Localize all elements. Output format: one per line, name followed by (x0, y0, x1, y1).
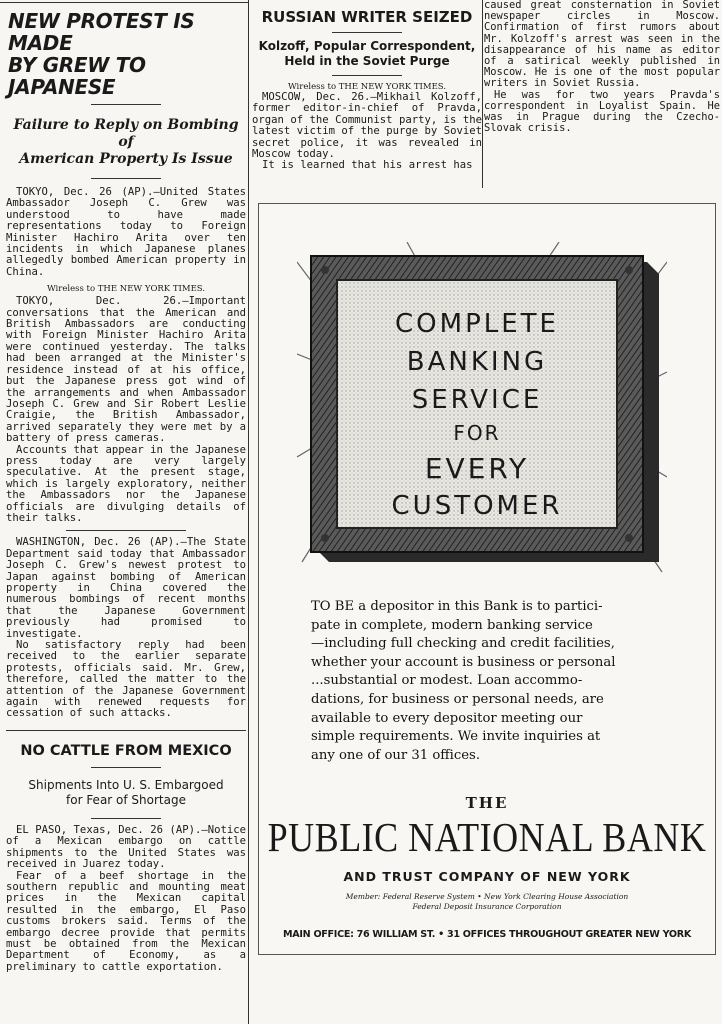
top-rule (0, 2, 248, 3)
article-cattle (6, 743, 246, 973)
bank-advertisement (258, 203, 716, 955)
article-body (484, 0, 720, 134)
article-body (252, 92, 482, 172)
ad-copy-line: TO BE a depositor in this Bank is to partici- (311, 599, 603, 614)
sign-illustration (297, 242, 667, 577)
bank-membership (259, 892, 715, 912)
headline-line: NEW PROTEST IS MADE (8, 9, 195, 55)
divider (91, 818, 161, 819)
sign-line: CUSTOMER (391, 491, 563, 521)
paragraph: Accounts that appear in the Japanese press today are very largely speculative. At the present stage, which is largely exploratory, neither the Ambassadors nor the Japanese officials are divulging details of their talks. (6, 443, 246, 524)
paragraph: No satisfactory reply had been received to the earlier separate protests, officials said. Mr. Grew, therefore, called the matter to the attention of the Japanese Government again with renewed requests for cessation of such attacks. (6, 639, 246, 720)
sign-line: EVERY (424, 452, 530, 485)
ad-copy-line: —including full checking and credit facilities, (311, 636, 615, 652)
divider (91, 104, 161, 105)
paragraph: It is learned that his arrest has (262, 159, 473, 172)
ad-copy-line: pate in complete, modern banking service (311, 617, 593, 633)
article-grew-protest (6, 4, 246, 973)
article-russian-writer (252, 2, 482, 172)
section-rule (6, 730, 246, 731)
ad-copy-line: available to every depositor meeting our (311, 710, 583, 726)
ad-copy-line: simple requirements. We invite inquiries at (311, 729, 601, 745)
wire-credit: Wireless to THE NEW YORK TIMES. (287, 82, 447, 92)
article-headline: RUSSIAN WRITER SEIZED (261, 8, 473, 26)
bank-the: THE (465, 794, 509, 812)
deck-line: Kolzoff, Popular Correspondent, (258, 39, 476, 53)
sign-line: SERVICE (411, 385, 543, 415)
article-body (6, 825, 246, 973)
divider (332, 32, 402, 33)
paragraph: caused great consternation in Soviet newspaper circles in Moscow. Confirmation of first rumors about Mr. Kolzoff's arrest was seen in the disappearance of his name as editor of a satirical weekly published in Moscow. He is one of the most popular writers in Soviet Russia. (484, 0, 720, 90)
article-lead (6, 187, 246, 278)
article-russian-writer-continued (484, 0, 720, 134)
column-rule (482, 0, 483, 188)
deck-line: American Property Is Issue (19, 151, 233, 167)
bank-name: PUBLIC NATIONAL BANK (267, 814, 707, 860)
article-deck (252, 39, 482, 69)
ad-copy (311, 598, 671, 765)
wire-credit: Wireless to THE NEW YORK TIMES. (46, 284, 206, 295)
headline-line: BY GREW TO JAPANESE (8, 53, 146, 99)
article-body (6, 296, 246, 524)
bank-subtitle: AND TRUST COMPANY OF NEW YORK (343, 869, 631, 884)
paragraph: EL PASO, Texas, Dec. 26 (AP).—Notice of a Mexican embargo on cattle shipments to the United States was received in Juarez today. (6, 823, 246, 871)
bank-main-office: MAIN OFFICE: 76 WILLIAM ST. • 31 OFFICES THROUGHOUT GREATER NEW YORK (283, 929, 691, 940)
paragraph: WASHINGTON, Dec. 26 (AP).—The State Department said today that Ambassador Joseph C. Grew's newest protest to Japan against bombing of American property in China covered the numerous bombings of recent months that the Japanese Government previously had promised to investigate. (6, 536, 246, 640)
deck-line: for Fear of Shortage (66, 792, 186, 807)
paragraph: TOKYO, Dec. 26 (AP).—United States Ambassador Joseph C. Grew was understood to have made representations today to Foreign Minister Hachiro Arita over ten incidents in which Japanese planes allegedly bombed American property in China. (6, 186, 246, 278)
paragraph: MOSCOW, Dec. 26.—Mikhail Kolzoff, former editor-in-chief of Pravda, organ of the Communist party, is the latest victim of the purge by Soviet secret police, it was revealed in Moscow today. (252, 91, 482, 161)
sign-line: FOR (453, 421, 501, 445)
column-rule (248, 0, 249, 1024)
article-headline (8, 10, 246, 98)
banking-sign (297, 242, 667, 577)
deck-line: Failure to Reply on Bombing of (13, 117, 239, 150)
divider (91, 767, 161, 768)
sign-line: BANKING (406, 347, 548, 377)
divider (66, 530, 186, 531)
ad-copy-line: any one of our 31 offices. (311, 747, 481, 763)
membership-line: Member: Federal Reserve System • New York Clearing House Association (345, 892, 629, 901)
article-deck (6, 117, 246, 168)
deck-line: Shipments Into U. S. Embargoed (28, 777, 224, 792)
divider (332, 75, 402, 76)
ad-copy-line: dations, for business or personal needs, are (311, 691, 604, 707)
paragraph: TOKYO, Dec. 26.—Important conversations that the American and British Ambassadors are conducting with Foreign Minister Hachiro Arita were continued yesterday. The talks had been arranged at the Minister's residence instead of at his office, but the Japanese press got wind of the arrangements and when Ambassador Joseph C. Grew and Sir Robert Leslie Craigie, the British Ambassador, arrived separately they were met by a battery of press cameras. (6, 295, 246, 445)
article-deck (6, 778, 246, 808)
article-body (6, 537, 246, 720)
divider (91, 178, 161, 179)
paragraph: Fear of a beef shortage in the southern republic and mounting meat prices in the Mexican capital resulted in the embargo, El Paso customs brokers said. Terms of the embargo decree provide that permits must be obtained from the Mexican Department of Economy, as a preliminary to cattle exportation. (6, 869, 246, 973)
deck-line: Held in the Soviet Purge (284, 54, 450, 68)
paragraph: He was for two years Pravda's correspondent in Loyalist Spain. He was in Prague during the Czecho-Slovak crisis. (484, 88, 720, 135)
article-headline: NO CATTLE FROM MEXICO (20, 742, 232, 759)
ad-copy-line: ...substantial or modest. Loan accommo- (311, 673, 583, 689)
ad-copy-line: whether your account is business or personal (311, 654, 616, 670)
membership-line: Federal Deposit Insurance Corporation (412, 902, 562, 911)
sign-line: COMPLETE (395, 309, 559, 339)
